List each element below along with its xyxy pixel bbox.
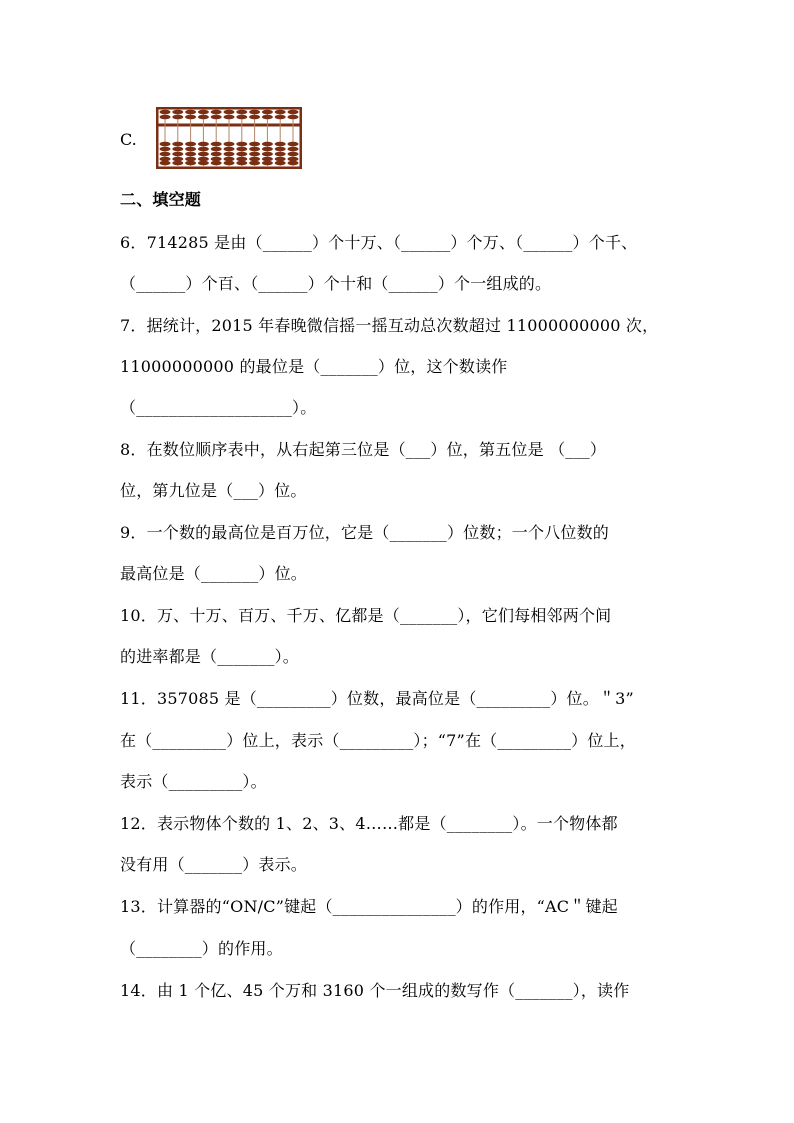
question-12-line-2: 没有用（_______）表示。	[120, 855, 308, 874]
abacus-bead	[198, 147, 209, 152]
abacus-bead	[275, 110, 286, 115]
question-8-line-1: 8．在数位顺序表中，从右起第三位是（___）位，第五位是 （___）	[120, 440, 607, 459]
abacus-bead	[224, 152, 235, 157]
abacus-bead	[172, 115, 183, 120]
abacus-bead	[198, 142, 209, 147]
abacus-bead	[211, 157, 222, 162]
abacus-bead	[211, 142, 222, 147]
abacus-bead	[185, 161, 196, 166]
abacus-bead	[249, 157, 260, 162]
abacus-bead	[211, 115, 222, 120]
abacus-bead	[224, 115, 235, 120]
abacus-bead	[198, 115, 209, 120]
question-11-line-2: 在（_________）位上，表示（_________）；“7”在（_________）位上，	[120, 731, 636, 750]
abacus-bead	[236, 147, 247, 152]
abacus-bead	[236, 157, 247, 162]
question-8-line-2: 位，第九位是（___）位。	[120, 481, 307, 500]
abacus-bead	[262, 157, 273, 162]
section-title: 二、填空题	[120, 190, 202, 209]
abacus-bead	[198, 161, 209, 166]
question-7-line-1: 7．据统计，2015 年春晚微信摇一摇互动总次数超过 11000000000 次，	[120, 316, 659, 335]
question-13-line-1: 13．计算器的“ON/C”键起（_______________）的作用，“AC＂键起	[120, 897, 618, 916]
abacus-bead	[275, 147, 286, 152]
abacus-bead	[185, 110, 196, 115]
question-9-line-1: 9．一个数的最高位是百万位，它是（_______）位数；一个八位数的	[120, 523, 609, 542]
abacus-bead	[198, 152, 209, 157]
abacus-bead	[172, 142, 183, 147]
question-6-line-2: （______）个百、（______）个十和（______）个一组成的。	[120, 274, 552, 293]
abacus-bead	[160, 152, 171, 157]
abacus-bead	[275, 157, 286, 162]
abacus-bead	[236, 161, 247, 166]
abacus-bead	[249, 161, 260, 166]
abacus-bead	[224, 147, 235, 152]
abacus-bead	[160, 147, 171, 152]
abacus-bead	[236, 110, 247, 115]
question-6-line-1: 6．714285 是由（______）个十万、（______）个万、（______）个千、	[120, 233, 638, 252]
abacus-bead	[185, 152, 196, 157]
abacus-bead	[172, 157, 183, 162]
abacus-bead	[185, 142, 196, 147]
question-13-line-2: （________）的作用。	[120, 939, 283, 958]
abacus-bead	[211, 147, 222, 152]
abacus-bead	[236, 115, 247, 120]
abacus-bead	[288, 110, 299, 115]
question-10-line-1: 10．万、十万、百万、千万、亿都是（_______），它们每相邻两个间	[120, 606, 612, 625]
abacus-bead	[185, 157, 196, 162]
question-10-line-2: 的进率都是（_______）。	[120, 647, 300, 666]
abacus-bead	[275, 161, 286, 166]
abacus-bead	[249, 152, 260, 157]
abacus-bead	[275, 152, 286, 157]
abacus-bead	[160, 157, 171, 162]
abacus-bead	[249, 147, 260, 152]
abacus-bead	[236, 152, 247, 157]
abacus-bead	[288, 161, 299, 166]
abacus-bead	[198, 110, 209, 115]
abacus-bead	[262, 142, 273, 147]
abacus-bead	[275, 142, 286, 147]
abacus-bead	[224, 110, 235, 115]
question-7-line-3: （___________________）。	[120, 398, 317, 417]
abacus-bead	[224, 142, 235, 147]
abacus-bead	[198, 157, 209, 162]
question-7-line-2: 11000000000 的最位是（_______）位，这个数读作	[120, 357, 508, 376]
abacus-icon	[156, 107, 302, 169]
abacus-bead	[288, 142, 299, 147]
abacus-bead	[185, 147, 196, 152]
abacus-bead	[249, 110, 260, 115]
abacus-bead	[262, 115, 273, 120]
abacus-bead	[262, 161, 273, 166]
abacus-bead	[185, 115, 196, 120]
abacus-bead	[160, 142, 171, 147]
abacus-bead	[262, 147, 273, 152]
abacus-bead	[160, 110, 171, 115]
abacus-bead	[236, 142, 247, 147]
question-11-line-1: 11．357085 是（_________）位数，最高位是（_________）位。＂3”	[120, 689, 634, 708]
question-11-line-3: 表示（_________）。	[120, 772, 267, 791]
abacus-bead	[288, 147, 299, 152]
abacus-bead	[211, 161, 222, 166]
abacus-bead	[262, 110, 273, 115]
abacus-bead	[224, 157, 235, 162]
abacus-bead	[275, 115, 286, 120]
abacus-bead	[288, 157, 299, 162]
question-9-line-2: 最高位是（_______）位。	[120, 564, 308, 583]
abacus-bead	[211, 152, 222, 157]
abacus-bead	[172, 161, 183, 166]
abacus-bead	[288, 152, 299, 157]
abacus-bead	[224, 161, 235, 166]
option-c-label: C.	[120, 130, 137, 149]
abacus-bead	[211, 110, 222, 115]
question-12-line-1: 12．表示物体个数的 1、2、3、4……都是（________）。一个物体都	[120, 814, 618, 833]
abacus-bead	[172, 147, 183, 152]
abacus-bead	[249, 142, 260, 147]
abacus-bead	[172, 152, 183, 157]
abacus-bead	[160, 161, 171, 166]
abacus-bead	[160, 115, 171, 120]
question-14-line-1: 14．由 1 个亿、45 个万和 3160 个一组成的数写作（_______），读作	[120, 981, 630, 1000]
abacus-bead	[262, 152, 273, 157]
abacus-bead	[288, 115, 299, 120]
abacus-bead	[249, 115, 260, 120]
abacus-bead	[172, 110, 183, 115]
